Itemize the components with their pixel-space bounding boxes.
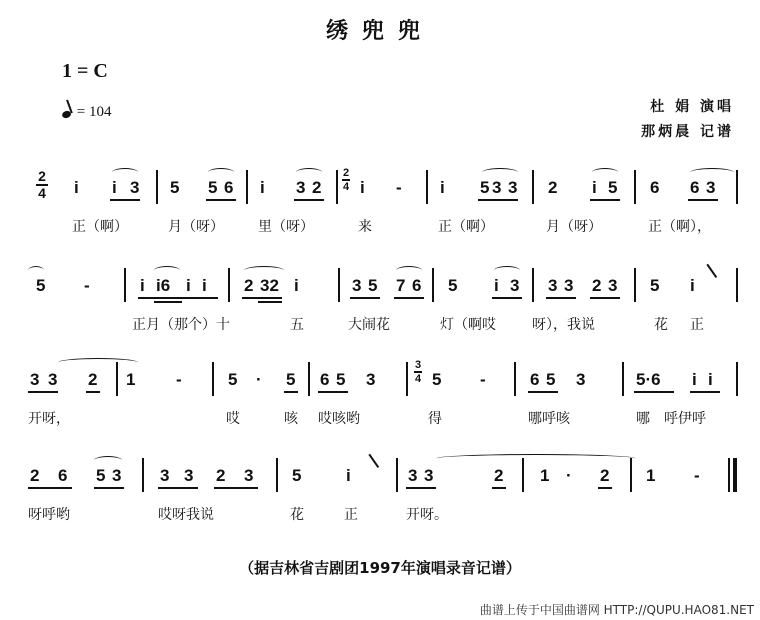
note: · bbox=[256, 370, 262, 389]
note: - bbox=[176, 370, 182, 389]
note: - bbox=[480, 370, 486, 389]
lyric: 正月（那个）十 bbox=[132, 317, 230, 333]
key-signature: 1 = C bbox=[62, 60, 108, 82]
note: 3 bbox=[30, 370, 40, 389]
note: i bbox=[186, 276, 191, 295]
note: 2 bbox=[312, 178, 322, 197]
note: - bbox=[694, 466, 700, 485]
time-change: 3 4 bbox=[414, 359, 422, 385]
note: 2 bbox=[548, 178, 558, 197]
note: 5 bbox=[480, 178, 490, 197]
lyric: 花 bbox=[654, 317, 668, 333]
lyric: 五 bbox=[290, 317, 304, 333]
note: 5 bbox=[96, 466, 106, 485]
note: 3 bbox=[48, 370, 58, 389]
note: 3 bbox=[706, 178, 716, 197]
note: 1 bbox=[126, 370, 136, 389]
singer-credit: 杜 娟 演唱 bbox=[650, 99, 734, 115]
note: i bbox=[294, 276, 299, 295]
lyric: 哎 bbox=[226, 411, 240, 427]
note: 6 bbox=[58, 466, 68, 485]
note: 3 bbox=[160, 466, 170, 485]
note: 5 bbox=[546, 370, 556, 389]
staff-system-3 bbox=[0, 358, 760, 448]
note: i bbox=[202, 276, 207, 295]
note: 3 bbox=[352, 276, 362, 295]
lyric: 哎咳哟 bbox=[318, 411, 360, 427]
note: 6 bbox=[650, 178, 660, 197]
note: i bbox=[260, 178, 265, 197]
note: i bbox=[708, 370, 713, 389]
note: 2 bbox=[592, 276, 602, 295]
note: 3 bbox=[564, 276, 574, 295]
note: i bbox=[494, 276, 499, 295]
note: i bbox=[346, 466, 351, 485]
tempo-marking bbox=[62, 104, 111, 121]
lyric: 开呀。 bbox=[406, 507, 448, 523]
lyric: 月（呀） bbox=[546, 219, 602, 235]
lyric: 月（呀） bbox=[168, 219, 224, 235]
note: 3 bbox=[492, 178, 502, 197]
lyric: 得 bbox=[428, 411, 442, 427]
lyric: 呼伊呼 bbox=[664, 411, 706, 427]
note: 1 bbox=[646, 466, 656, 485]
note: · bbox=[566, 466, 572, 485]
note: 3 bbox=[424, 466, 434, 485]
lyric: 正（啊） bbox=[72, 219, 128, 235]
note: 1 bbox=[540, 466, 550, 485]
note: i bbox=[690, 276, 695, 295]
note: 2 bbox=[244, 276, 254, 295]
note: 5 bbox=[208, 178, 218, 197]
note: 7 bbox=[396, 276, 406, 295]
note: 3 bbox=[296, 178, 306, 197]
note: - bbox=[396, 178, 402, 197]
lyric: 里（呀） bbox=[258, 219, 314, 235]
lyric: 大闹花 bbox=[348, 317, 390, 333]
note: 5 bbox=[36, 276, 46, 295]
note: - bbox=[84, 276, 90, 295]
note: 2 bbox=[30, 466, 40, 485]
note: i bbox=[112, 178, 117, 197]
note: 3 bbox=[408, 466, 418, 485]
note: 6 bbox=[320, 370, 330, 389]
note: 32 bbox=[260, 276, 279, 295]
note: 2 bbox=[494, 466, 504, 485]
note: 3 bbox=[576, 370, 586, 389]
note: 3 bbox=[548, 276, 558, 295]
note: 5 bbox=[608, 178, 618, 197]
lyric: 灯（啊哎 bbox=[440, 317, 496, 333]
staff-system-2 bbox=[0, 264, 760, 354]
note: 2 bbox=[216, 466, 226, 485]
note: 5 bbox=[448, 276, 458, 295]
note: 3 bbox=[510, 276, 520, 295]
watermark: 曲谱上传于中国曲谱网 HTTP://QUPU.HAO81.NET bbox=[479, 603, 754, 617]
lyric: 正 bbox=[344, 507, 358, 523]
note: 5 bbox=[228, 370, 238, 389]
note: 5 bbox=[292, 466, 302, 485]
lyric: 哎呀我说 bbox=[158, 507, 214, 523]
lyric: 正（啊） bbox=[438, 219, 494, 235]
note: 6 bbox=[224, 178, 234, 197]
time-signature: 2 4 bbox=[36, 170, 48, 200]
note: 5 bbox=[336, 370, 346, 389]
staff-system-1 bbox=[0, 166, 760, 256]
quarter-note-icon bbox=[61, 110, 72, 120]
lyric: 花 bbox=[290, 507, 304, 523]
song-title: 绣兜兜 bbox=[325, 19, 434, 44]
lyric: 开呀， bbox=[28, 411, 70, 427]
note: 3 bbox=[366, 370, 376, 389]
note: 5 bbox=[368, 276, 378, 295]
note: i bbox=[360, 178, 365, 197]
lyric: 正 bbox=[690, 317, 704, 333]
note: i bbox=[140, 276, 145, 295]
note: 6 bbox=[412, 276, 422, 295]
note: 5 bbox=[650, 276, 660, 295]
note: 6 bbox=[690, 178, 700, 197]
transcriber-credit: 那炳晨 记谱 bbox=[641, 124, 734, 140]
note: i bbox=[592, 178, 597, 197]
note: 5 bbox=[432, 370, 442, 389]
note: 5·6 bbox=[636, 370, 661, 389]
note: i bbox=[74, 178, 79, 197]
note: 6 bbox=[530, 370, 540, 389]
note: 3 bbox=[508, 178, 518, 197]
note: 3 bbox=[184, 466, 194, 485]
lyric: 呀呼哟 bbox=[28, 507, 70, 523]
note: i bbox=[692, 370, 697, 389]
tempo-value: = 104 bbox=[76, 104, 112, 120]
lyric: 哪呼咳 bbox=[528, 411, 570, 427]
note: 5 bbox=[170, 178, 180, 197]
lyric: 来 bbox=[358, 219, 372, 235]
note: 3 bbox=[608, 276, 618, 295]
note: i bbox=[440, 178, 445, 197]
footnote: （据吉林省吉剧团1997年演唱录音记谱） bbox=[239, 559, 521, 577]
staff-system-4 bbox=[0, 454, 760, 544]
note: i6 bbox=[156, 276, 171, 295]
note: 5 bbox=[286, 370, 296, 389]
note: 3 bbox=[244, 466, 254, 485]
lyric: 呀），我说 bbox=[532, 317, 595, 333]
time-change: 2 4 bbox=[342, 167, 350, 193]
lyric: 咳 bbox=[284, 411, 298, 427]
lyric: 哪 bbox=[636, 411, 650, 427]
note: 2 bbox=[88, 370, 98, 389]
note: 3 bbox=[130, 178, 140, 197]
lyric: 正（啊）， bbox=[648, 219, 711, 235]
note: 3 bbox=[112, 466, 122, 485]
note: 2 bbox=[600, 466, 610, 485]
